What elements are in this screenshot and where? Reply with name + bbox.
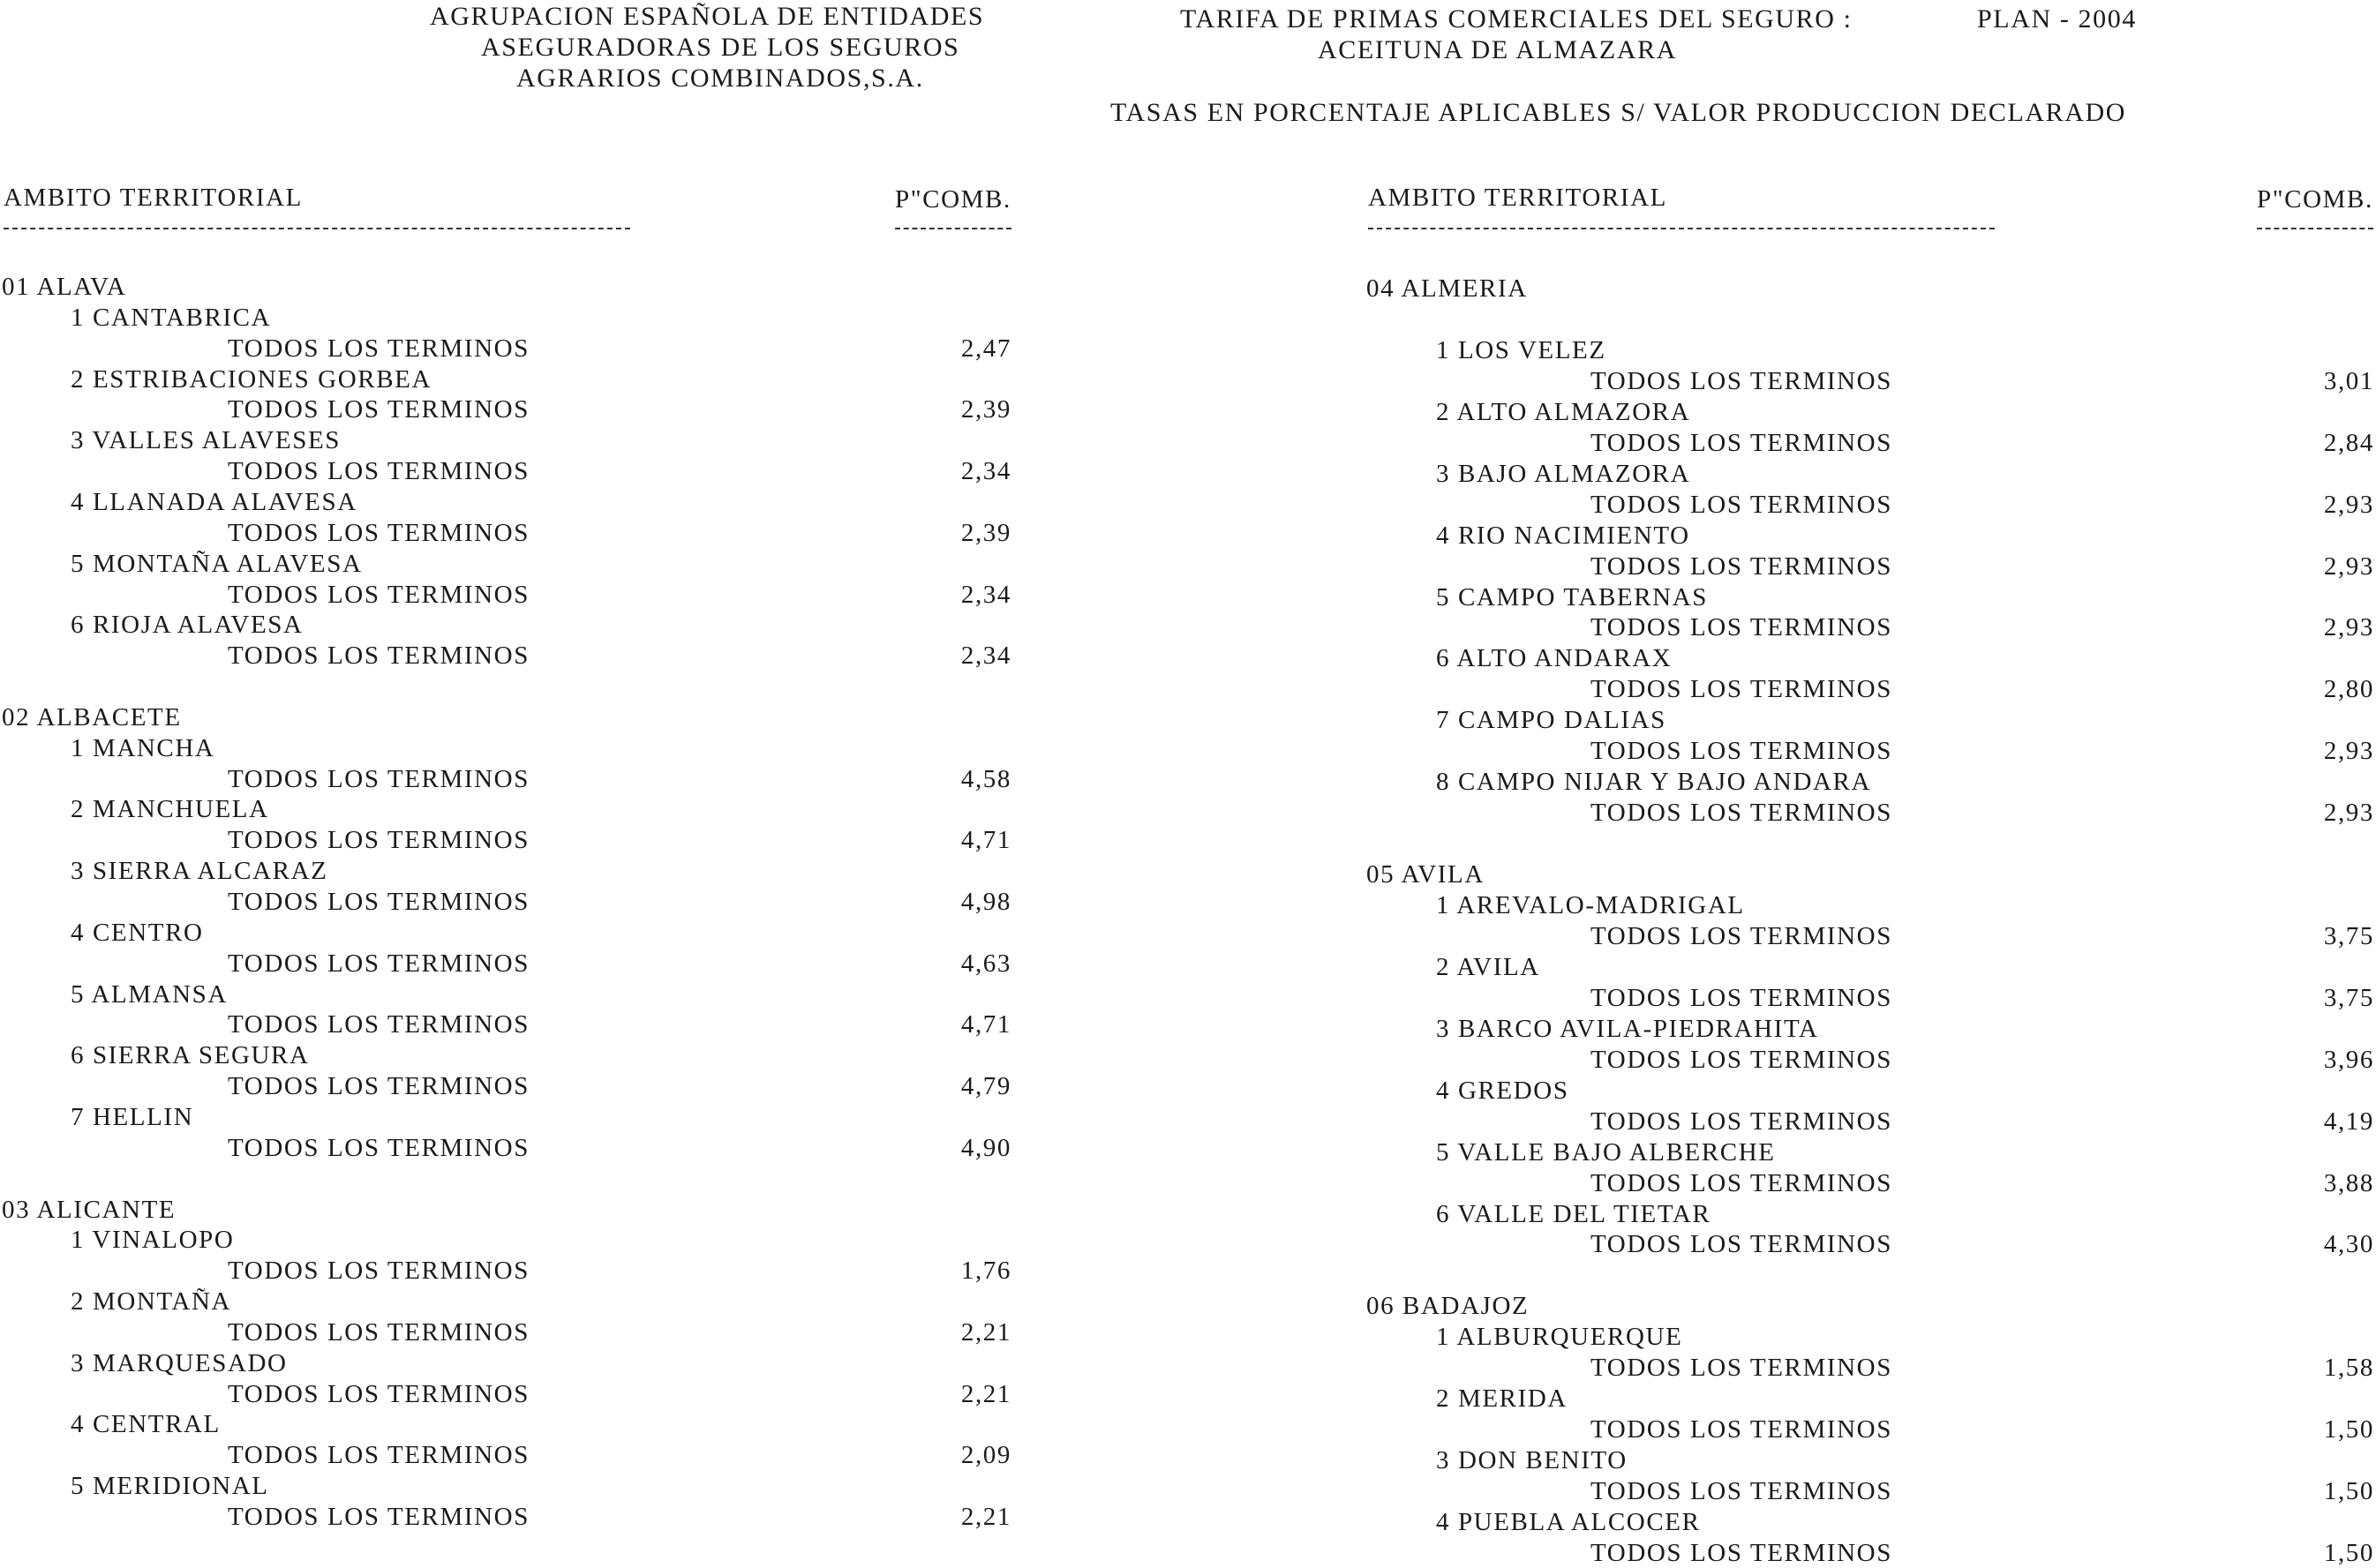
termino-label: TODOS LOS TERMINOS <box>1590 675 1892 704</box>
termino-label: TODOS LOS TERMINOS <box>1590 613 1892 642</box>
comarca-label: 1 CANTABRICA <box>71 303 272 332</box>
rate-value: 2,34 <box>960 457 1011 486</box>
rate-value: 4,71 <box>960 1010 1011 1039</box>
plan-label: PLAN - 2004 <box>1977 4 2137 34</box>
termino-label: TODOS LOS TERMINOS <box>228 1010 530 1039</box>
comarca-label: 7 HELLIN <box>71 1102 194 1131</box>
termino-label: TODOS LOS TERMINOS <box>1590 1230 1892 1259</box>
termino-label: TODOS LOS TERMINOS <box>1590 1107 1892 1136</box>
rate-value: 4,90 <box>960 1133 1011 1162</box>
province-heading: 01 ALAVA <box>2 273 127 301</box>
termino-label: TODOS LOS TERMINOS <box>1590 983 1892 1012</box>
comarca-label: 7 CAMPO DALIAS <box>1436 706 1666 735</box>
termino-label: TODOS LOS TERMINOS <box>228 949 530 978</box>
org-name-line2: ASEGURADORAS DE LOS SEGUROS <box>481 33 960 62</box>
left-comb-rule <box>895 228 1011 229</box>
rate-value: 2,93 <box>2323 737 2374 766</box>
rate-value: 2,34 <box>960 641 1011 671</box>
right-ambito-header: AMBITO TERRITORIAL <box>1368 184 1667 212</box>
comarca-label: 4 LLANADA ALAVESA <box>71 487 357 516</box>
org-name-line3: AGRARIOS COMBINADOS,S.A. <box>516 64 924 93</box>
rate-value: 2,21 <box>960 1317 1011 1347</box>
province-heading: 03 ALICANTE <box>2 1195 177 1224</box>
rate-value: 2,09 <box>960 1441 1011 1470</box>
rate-value: 3,75 <box>2323 983 2374 1012</box>
tariff-title: TARIFA DE PRIMAS COMERCIALES DEL SEGURO : <box>1180 4 1853 34</box>
rate-value: 2,39 <box>960 395 1011 424</box>
termino-label: TODOS LOS TERMINOS <box>228 1317 530 1347</box>
rate-value: 2,84 <box>2323 428 2374 457</box>
comarca-label: 1 ALBURQUERQUE <box>1436 1323 1683 1352</box>
termino-label: TODOS LOS TERMINOS <box>228 518 530 547</box>
termino-label: TODOS LOS TERMINOS <box>1590 366 1892 395</box>
termino-label: TODOS LOS TERMINOS <box>228 1072 530 1101</box>
termino-label: TODOS LOS TERMINOS <box>1590 921 1892 950</box>
termino-label: TODOS LOS TERMINOS <box>1590 1168 1892 1197</box>
comarca-label: 5 VALLE BAJO ALBERCHE <box>1436 1137 1776 1167</box>
org-name-line1: AGRUPACION ESPAÑOLA DE ENTIDADES <box>430 2 985 31</box>
rate-value: 2,93 <box>2323 490 2374 519</box>
rate-value: 2,34 <box>960 580 1011 609</box>
termino-label: TODOS LOS TERMINOS <box>228 395 530 424</box>
rate-value: 2,93 <box>2323 551 2374 581</box>
comarca-label: 3 MARQUESADO <box>71 1348 288 1377</box>
comarca-label: 5 MONTAÑA ALAVESA <box>71 549 363 578</box>
comarca-label: 4 RIO NACIMIENTO <box>1436 521 1690 550</box>
province-heading: 05 AVILA <box>1366 860 1485 889</box>
termino-label: TODOS LOS TERMINOS <box>1590 428 1892 457</box>
termino-label: TODOS LOS TERMINOS <box>1590 1354 1892 1383</box>
termino-label: TODOS LOS TERMINOS <box>1590 551 1892 581</box>
comarca-label: 2 AVILA <box>1436 952 1540 981</box>
left-comb-header: P"COMB. <box>895 185 1011 214</box>
rate-value: 4,19 <box>2323 1107 2374 1136</box>
termino-label: TODOS LOS TERMINOS <box>228 1503 530 1531</box>
rates-subtitle: TASAS EN PORCENTAJE APLICABLES S/ VALOR PRODUCCION DECLARADO <box>1110 98 2127 127</box>
rate-value: 3,88 <box>2323 1168 2374 1197</box>
termino-label: TODOS LOS TERMINOS <box>1590 1045 1892 1074</box>
rate-value: 1,58 <box>2323 1354 2374 1383</box>
termino-label: TODOS LOS TERMINOS <box>228 888 530 916</box>
rate-value: 3,96 <box>2323 1045 2374 1074</box>
right-comb-header: P"COMB. <box>2257 185 2373 214</box>
termino-label: TODOS LOS TERMINOS <box>228 457 530 486</box>
comarca-label: 5 ALMANSA <box>71 979 228 1009</box>
rate-value: 1,50 <box>2323 1477 2374 1506</box>
rate-value: 2,21 <box>960 1503 1011 1531</box>
comarca-label: 6 VALLE DEL TIETAR <box>1436 1199 1711 1228</box>
termino-label: TODOS LOS TERMINOS <box>228 1133 530 1162</box>
termino-label: TODOS LOS TERMINOS <box>228 580 530 609</box>
rate-value: 1,50 <box>2323 1415 2374 1444</box>
termino-label: TODOS LOS TERMINOS <box>228 764 530 793</box>
right-comb-rule <box>2257 228 2373 229</box>
termino-label: TODOS LOS TERMINOS <box>1590 737 1892 766</box>
right-ambito-rule <box>1368 228 1995 229</box>
termino-label: TODOS LOS TERMINOS <box>1590 1538 1892 1567</box>
rate-value: 1,50 <box>2323 1538 2374 1567</box>
rate-value: 2,80 <box>2323 675 2374 704</box>
comarca-label: 6 ALTO ANDARAX <box>1436 644 1673 673</box>
comarca-label: 1 AREVALO-MADRIGAL <box>1436 891 1745 919</box>
province-heading: 04 ALMERIA <box>1366 274 1528 303</box>
termino-label: TODOS LOS TERMINOS <box>1590 1415 1892 1444</box>
termino-label: TODOS LOS TERMINOS <box>1590 490 1892 519</box>
rate-value: 3,75 <box>2323 921 2374 950</box>
comarca-label: 4 GREDOS <box>1436 1076 1569 1105</box>
comarca-label: 1 LOS VELEZ <box>1436 335 1606 364</box>
comarca-label: 3 BAJO ALMAZORA <box>1436 459 1691 488</box>
rate-value: 3,01 <box>2323 366 2374 395</box>
termino-label: TODOS LOS TERMINOS <box>228 1257 530 1286</box>
comarca-label: 5 MERIDIONAL <box>71 1472 269 1501</box>
rate-value: 4,63 <box>960 949 1011 978</box>
comarca-label: 6 SIERRA SEGURA <box>71 1041 310 1070</box>
rate-value: 4,71 <box>960 826 1011 855</box>
comarca-label: 2 MONTAÑA <box>71 1287 232 1317</box>
rate-value: 2,93 <box>2323 799 2374 828</box>
comarca-label: 3 BARCO AVILA-PIEDRAHITA <box>1436 1014 1819 1043</box>
province-heading: 02 ALBACETE <box>2 702 182 731</box>
rate-value: 2,21 <box>960 1379 1011 1408</box>
rate-value: 2,39 <box>960 518 1011 547</box>
termino-label: TODOS LOS TERMINOS <box>1590 799 1892 828</box>
comarca-label: 3 DON BENITO <box>1436 1446 1628 1475</box>
comarca-label: 3 SIERRA ALCARAZ <box>71 857 328 886</box>
crop-title: ACEITUNA DE ALMAZARA <box>1318 35 1677 64</box>
rate-value: 2,93 <box>2323 613 2374 642</box>
province-heading: 06 BADAJOZ <box>1366 1292 1530 1321</box>
rate-value: 4,98 <box>960 888 1011 916</box>
comarca-label: 2 MERIDA <box>1436 1384 1568 1414</box>
left-ambito-rule <box>4 228 630 229</box>
rate-value: 4,79 <box>960 1072 1011 1101</box>
comarca-label: 4 CENTRO <box>71 918 204 947</box>
rate-value: 1,76 <box>960 1257 1011 1286</box>
rate-value: 4,58 <box>960 764 1011 793</box>
comarca-label: 4 CENTRAL <box>71 1410 221 1439</box>
termino-label: TODOS LOS TERMINOS <box>228 1441 530 1470</box>
termino-label: TODOS LOS TERMINOS <box>228 826 530 855</box>
termino-label: TODOS LOS TERMINOS <box>228 1379 530 1408</box>
comarca-label: 2 ESTRIBACIONES GORBEA <box>71 364 432 394</box>
rate-value: 4,30 <box>2323 1230 2374 1259</box>
comarca-label: 1 MANCHA <box>71 733 215 762</box>
comarca-label: 2 ALTO ALMAZORA <box>1436 397 1691 426</box>
comarca-label: 6 RIOJA ALAVESA <box>71 611 304 640</box>
termino-label: TODOS LOS TERMINOS <box>228 641 530 671</box>
termino-label: TODOS LOS TERMINOS <box>1590 1477 1892 1506</box>
left-ambito-header: AMBITO TERRITORIAL <box>4 184 303 212</box>
termino-label: TODOS LOS TERMINOS <box>228 334 530 363</box>
comarca-label: 3 VALLES ALAVESES <box>71 426 341 455</box>
comarca-label: 1 VINALOPO <box>71 1226 235 1255</box>
comarca-label: 5 CAMPO TABERNAS <box>1436 582 1708 611</box>
comarca-label: 4 PUEBLA ALCOCER <box>1436 1508 1701 1536</box>
rate-value: 2,47 <box>960 334 1011 363</box>
comarca-label: 8 CAMPO NIJAR Y BAJO ANDARA <box>1436 768 1872 797</box>
comarca-label: 2 MANCHUELA <box>71 795 269 824</box>
